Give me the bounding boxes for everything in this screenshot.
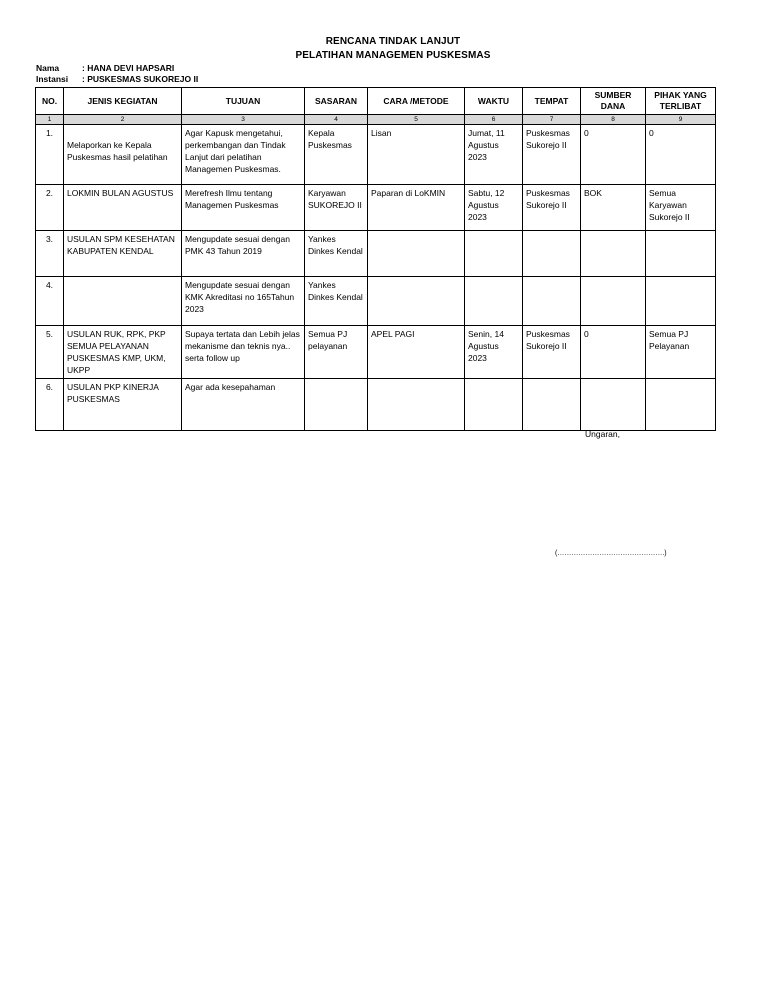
- nama-value: : HANA DEVI HAPSARI: [82, 63, 175, 73]
- col-header-pihak-terlibat: PIHAK YANG TERLIBAT: [646, 88, 716, 115]
- column-number-row: [36, 115, 716, 125]
- cell-tujuan: Supaya tertata dan Lebih jelas mekanisme dan teknis nya.. serta follow up: [182, 326, 305, 379]
- cell-jenis-kegiatan: [64, 125, 182, 185]
- col-header-no: NO.: [36, 88, 64, 115]
- cell-waktu: [465, 231, 523, 277]
- cell-pihak-terlibat: 0: [646, 125, 716, 185]
- cell-waktu: Jumat, 11 Agustus 2023: [465, 125, 523, 185]
- cell-cara-metode: Paparan di LoKMIN: [368, 185, 465, 231]
- cell-jenis-kegiatan: USULAN RUK, RPK, PKP SEMUA PELAYANAN PUSKESMAS KMP, UKM, UKPP: [64, 326, 182, 379]
- cell-tujuan: Merefresh Ilmu tentang Managemen Puskesmas: [182, 185, 305, 231]
- column-number: 8: [581, 115, 646, 125]
- cell-jenis-kegiatan: USULAN SPM KESEHATAN KABUPATEN KENDAL: [64, 231, 182, 277]
- instansi-label: Instansi: [36, 74, 69, 84]
- col-header-cara-metode: CARA /METODE: [368, 88, 465, 115]
- cell-sasaran: Yankes Dinkes Kendal: [305, 231, 368, 277]
- action-plan-table: [35, 87, 716, 431]
- cell-no: 6.: [36, 379, 64, 431]
- cell-tempat: [523, 379, 581, 431]
- col-header-tujuan: TUJUAN: [182, 88, 305, 115]
- cell-sumber-dana: [581, 231, 646, 277]
- table-header-row: [36, 88, 716, 115]
- cell-tempat: [523, 231, 581, 277]
- col-header-sumber-dana: SUMBER DANA: [581, 88, 646, 115]
- cell-sumber-dana: BOK: [581, 185, 646, 231]
- table-row: [36, 277, 716, 326]
- col-header-waktu: WAKTU: [465, 88, 523, 115]
- cell-no: 1.: [36, 125, 64, 185]
- cell-waktu: Sabtu, 12 Agustus 2023: [465, 185, 523, 231]
- cell-sumber-dana: 0: [581, 326, 646, 379]
- cell-sasaran: [305, 379, 368, 431]
- cell-sasaran: Semua PJ pelayanan: [305, 326, 368, 379]
- cell-sasaran: Yankes Dinkes Kendal: [305, 277, 368, 326]
- cell-no: 2.: [36, 185, 64, 231]
- col-header-jenis-kegiatan: JENIS KEGIATAN: [64, 88, 182, 115]
- cell-pihak-terlibat: Semua PJ Pelayanan: [646, 326, 716, 379]
- cell-tujuan: Mengupdate sesuai dengan KMK Akreditasi no 165Tahun 2023: [182, 277, 305, 326]
- table-row: [36, 326, 716, 379]
- signature-line: (……………………………………….): [555, 550, 667, 557]
- cell-tujuan: Agar Kapusk mengetahui, perkembangan dan Tindak Lanjut dari pelatihan Managemen Puskesmas.: [182, 125, 305, 185]
- instansi-line: [36, 74, 198, 84]
- cell-tujuan: Mengupdate sesuai dengan PMK 43 Tahun 2019: [182, 231, 305, 277]
- cell-sasaran: Karyawan SUKOREJO II: [305, 185, 368, 231]
- table-row: [36, 125, 716, 185]
- column-number: 6: [465, 115, 523, 125]
- cell-tempat: Puskesmas Sukorejo II: [523, 185, 581, 231]
- cell-pihak-terlibat: Semua Karyawan Sukorejo II: [646, 185, 716, 231]
- table-row: [36, 231, 716, 277]
- cell-cara-metode: [368, 231, 465, 277]
- cell-sumber-dana: 0: [581, 125, 646, 185]
- cell-tujuan: Agar ada kesepahaman: [182, 379, 305, 431]
- column-number: 4: [305, 115, 368, 125]
- cell-cara-metode: APEL PAGI: [368, 326, 465, 379]
- nama-line: [36, 63, 174, 73]
- cell-no: 5.: [36, 326, 64, 379]
- cell-sumber-dana: [581, 277, 646, 326]
- document-title: RENCANA TINDAK LANJUT: [325, 36, 461, 47]
- cell-text: Melaporkan ke Kepala Puskesmas hasil pelatihan: [67, 140, 168, 162]
- cell-no: 4.: [36, 277, 64, 326]
- document-subtitle: PELATIHAN MANAGEMEN PUSKESMAS: [295, 50, 491, 61]
- column-number: 7: [523, 115, 581, 125]
- cell-sasaran: Kepala Puskesmas: [305, 125, 368, 185]
- cell-tempat: Puskesmas Sukorejo II: [523, 326, 581, 379]
- instansi-value: : PUSKESMAS SUKOREJO II: [82, 74, 199, 84]
- cell-pihak-terlibat: [646, 379, 716, 431]
- cell-waktu: [465, 379, 523, 431]
- cell-pihak-terlibat: [646, 277, 716, 326]
- cell-cara-metode: [368, 277, 465, 326]
- cell-no: 3.: [36, 231, 64, 277]
- cell-tempat: Puskesmas Sukorejo II: [523, 125, 581, 185]
- col-header-tempat: TEMPAT: [523, 88, 581, 115]
- cell-sumber-dana: [581, 379, 646, 431]
- cell-cara-metode: [368, 379, 465, 431]
- col-header-sasaran: SASARAN: [305, 88, 368, 115]
- table-row: [36, 185, 716, 231]
- table-row: [36, 379, 716, 431]
- column-number: 9: [646, 115, 716, 125]
- cell-waktu: [465, 277, 523, 326]
- nama-label: Nama: [36, 63, 60, 73]
- cell-jenis-kegiatan: LOKMIN BULAN AGUSTUS: [64, 185, 182, 231]
- column-number: 2: [64, 115, 182, 125]
- cell-pihak-terlibat: [646, 231, 716, 277]
- cell-jenis-kegiatan: USULAN PKP KINERJA PUSKESMAS: [64, 379, 182, 431]
- cell-jenis-kegiatan: [64, 277, 182, 326]
- column-number: 1: [36, 115, 64, 125]
- cell-waktu: Senin, 14 Agustus 2023: [465, 326, 523, 379]
- cell-tempat: [523, 277, 581, 326]
- cell-cara-metode: Lisan: [368, 125, 465, 185]
- column-number: 5: [368, 115, 465, 125]
- column-number: 3: [182, 115, 305, 125]
- signing-place: Ungaran,: [585, 429, 620, 439]
